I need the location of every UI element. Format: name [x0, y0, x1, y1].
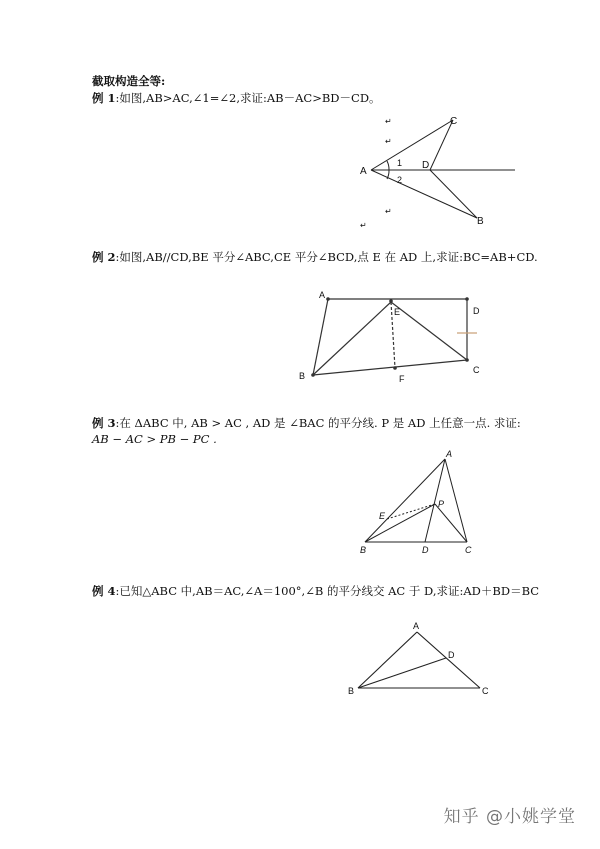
example-2-figure — [295, 288, 495, 388]
example-4-label: 例 4 — [92, 584, 116, 598]
fig2-label-A: A — [319, 290, 326, 300]
fig4-label-A: A — [413, 621, 420, 631]
fig3-label-C: C — [465, 545, 472, 555]
example-4-figure — [340, 618, 500, 703]
fig3-label-B: B — [360, 545, 367, 555]
fig1-label-C: C — [450, 116, 458, 127]
fig1-label-D: D — [422, 160, 430, 171]
example-3-text-line1: :在 ΔABC 中, AB > AC , AD 是 ∠BAC 的平分线. P 是 AD 上任意一点. 求证: — [115, 416, 521, 430]
example-3-statement-line1 — [92, 416, 521, 431]
example-2-statement — [92, 250, 538, 265]
fig3-label-A: A — [446, 449, 453, 459]
example-4-statement — [92, 584, 539, 599]
example-2-label: 例 2 — [92, 250, 116, 264]
watermark: 知乎 @小姚学堂 — [443, 807, 576, 827]
fig3-label-E: E — [379, 511, 386, 521]
section-heading: 截取构造全等: — [92, 74, 166, 88]
fig4-label-B: B — [348, 686, 355, 696]
example-1-statement — [92, 91, 381, 106]
svg-text:↵: ↵ — [385, 117, 392, 126]
example-1-text: :如图,AB>AC,∠1=∠2,求证:AB－AC>BD－CD。 — [115, 91, 381, 105]
fig2-label-F: F — [399, 374, 405, 384]
example-1-figure — [355, 110, 525, 235]
svg-text:↵: ↵ — [360, 221, 367, 230]
fig4-label-D: D — [448, 650, 455, 660]
svg-text:↵: ↵ — [385, 137, 392, 146]
example-3-label: 例 3 — [92, 416, 116, 430]
fig3-label-D: D — [422, 545, 429, 555]
svg-text:↵: ↵ — [385, 207, 392, 216]
example-4-text: :已知△ABC 中,AB＝AC,∠A＝100°,∠B 的平分线交 AC 于 D,求证:AD＋BD＝BC — [115, 584, 540, 598]
example-3-figure — [355, 447, 495, 557]
fig1-angle-1: 1 — [397, 158, 403, 168]
fig1-angle-2: 2 — [397, 175, 403, 185]
example-1-label: 例 1 — [92, 91, 116, 105]
example-3-text-line2: AB − AC > PB − PC . — [92, 432, 217, 446]
fig1-label-B: B — [477, 216, 484, 227]
fig1-label-A: A — [360, 166, 367, 177]
fig4-label-C: C — [482, 686, 489, 696]
fig3-label-P: P — [438, 499, 445, 509]
fig2-label-C: C — [473, 365, 480, 375]
fig2-label-E: E — [394, 307, 401, 317]
example-2-text: :如图,AB//CD,BE 平分∠ABC,CE 平分∠BCD,点 E 在 AD 上,求证:BC=AB+CD. — [115, 250, 538, 264]
fig2-label-D: D — [473, 306, 480, 316]
fig2-label-B: B — [299, 371, 306, 381]
